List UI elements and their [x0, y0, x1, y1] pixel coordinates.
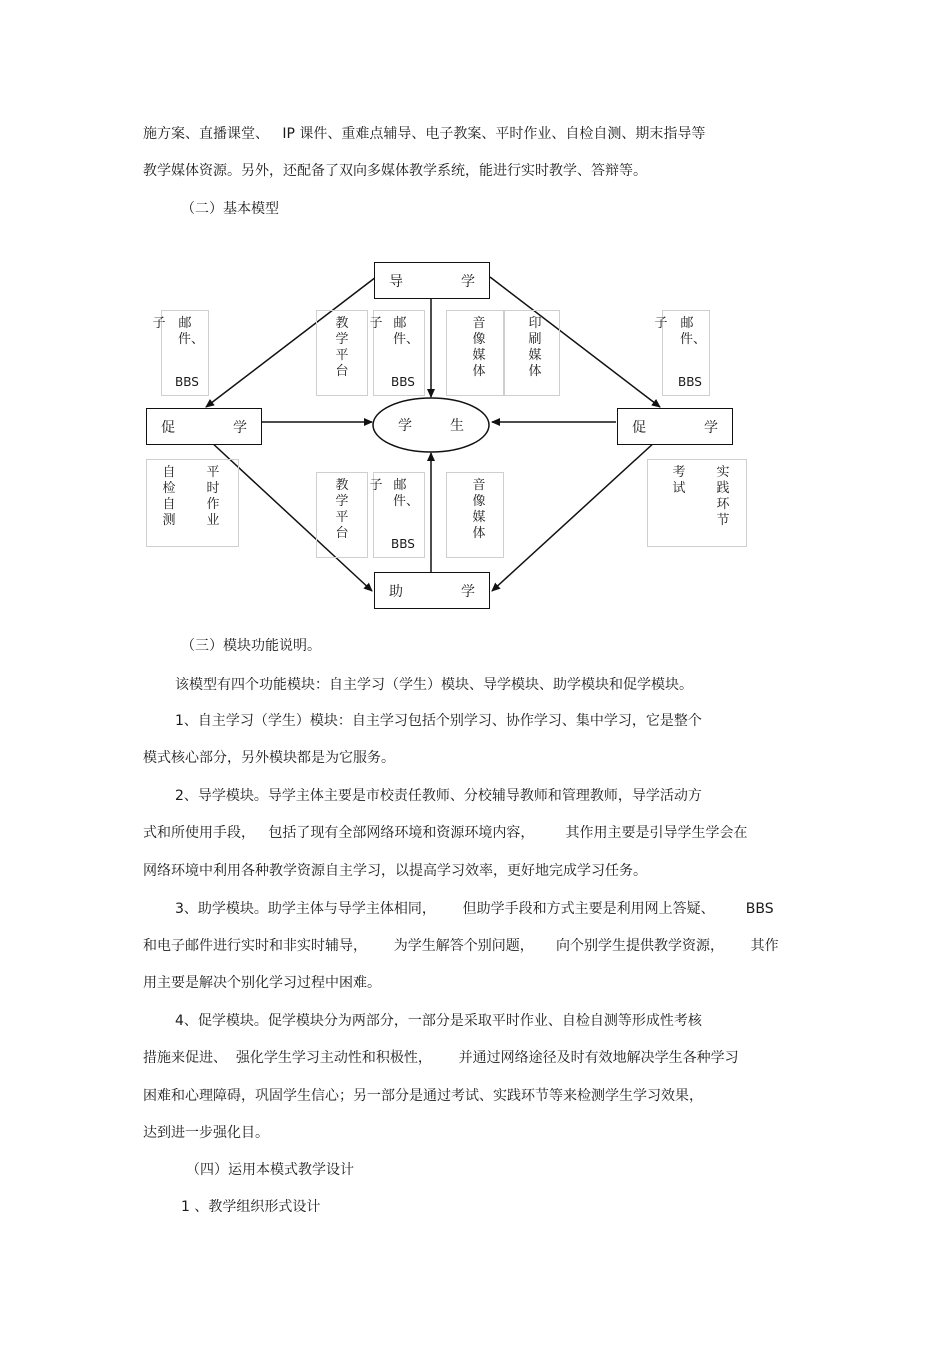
media-label: 邮件、 [393, 478, 420, 509]
media-label: 自检自测 [162, 465, 176, 528]
subsection-heading: 1 、教学组织形式设计 [181, 1199, 321, 1215]
section-heading: （三）模块功能说明。 [181, 638, 321, 654]
section-heading: （四）运用本模式教学设计 [186, 1162, 354, 1178]
media-bbs: BBS [175, 375, 199, 389]
paragraph-line: 教学媒体资源。另外，还配备了双向多媒体教学系统，能进行实时教学、答辩等。 [143, 163, 647, 179]
arrow-right-bottom [492, 441, 656, 591]
media-label: 教学平台 [335, 478, 349, 541]
box-char: 学 [461, 583, 475, 600]
media-label: 邮件、 [393, 316, 420, 347]
media-label: 平时作业 [206, 465, 220, 528]
box-char: 学 [704, 419, 718, 436]
paragraph-line: 模式核心部分，另外模块都是为它服务。 [143, 750, 395, 766]
paragraph-line: 用主要是解决个别化学习过程中困难。 [143, 975, 381, 991]
media-label: 印刷媒体 [528, 316, 542, 379]
box-char: 促 [632, 419, 646, 436]
paragraph-line: 困难和心理障碍，巩固学生信心；另一部分是通过考试、实践环节等来检测学生学习效果， [143, 1088, 703, 1104]
box-char: 导 [389, 273, 403, 290]
media-label: 音像媒体 [472, 478, 486, 541]
box-char: 学 [233, 419, 247, 436]
box-char: 促 [161, 419, 175, 436]
media-bbs: BBS [391, 537, 415, 551]
paragraph-line: 网络环境中利用各种教学资源自主学习，以提高学习效率，更好地完成学习任务。 [143, 863, 647, 879]
basic-model-diagram [140, 255, 760, 615]
media-char: 子 [369, 478, 383, 493]
paragraph-line: 3、助学模块。助学主体与导学主体相同， 但助学手段和方式主要是利用网上答疑、 BBS [175, 901, 774, 917]
media-bbs: BBS [391, 375, 415, 389]
media-char: 子 [654, 316, 668, 331]
promote-learning-box-left [146, 408, 262, 445]
paragraph-line: 式和所使用手段， 包括了现有全部网络环境和资源环境内容， 其作用主要是引导学生学会在 [143, 825, 748, 841]
media-char: 子 [152, 316, 166, 331]
media-label: 邮件、 [680, 316, 707, 347]
center-char-1: 学 [398, 418, 412, 434]
media-bbs: BBS [678, 375, 702, 389]
guide-learning-box [374, 262, 490, 299]
media-exam-practice [647, 459, 747, 547]
paragraph-line: 该模型有四个功能模块：自主学习（学生）模块、导学模块、助学模块和促学模块。 [175, 677, 693, 693]
paragraph-line: 2、导学模块。导学主体主要是市校责任教师、分校辅导教师和管理教师，导学活动方 [175, 788, 702, 804]
media-label: 教学平台 [335, 316, 349, 379]
paragraph-line: 措施来促进、 强化学生学习主动性和积极性， 并通过网络途径及时有效地解决学生各种学习 [143, 1050, 739, 1066]
paragraph-line: 1、自主学习（学生）模块：自主学习包括个别学习、协作学习、集中学习，它是整个 [175, 713, 702, 729]
center-label [398, 415, 464, 435]
media-self-check-homework [146, 459, 239, 547]
section-heading: （二）基本模型 [181, 201, 279, 217]
center-char-2: 生 [450, 418, 464, 434]
paragraph-line: 施方案、直播课堂、 IP 课件、重难点辅导、电子教案、平时作业、自检自测、期末指导等 [143, 126, 706, 142]
media-label: 音像媒体 [472, 316, 486, 379]
paragraph-line: 和电子邮件进行实时和非实时辅导， 为学生解答个别问题， 向个别学生提供教学资源， 其作 [143, 938, 779, 954]
media-label: 实践环节 [716, 465, 730, 528]
paragraph-line: 达到进一步强化目。 [143, 1125, 269, 1141]
paragraph-line: 4、促学模块。促学模块分为两部分，一部分是采取平时作业、自检自测等形成性考核 [175, 1013, 702, 1029]
media-char: 子 [369, 316, 383, 331]
media-label: 邮件、 [178, 316, 205, 347]
box-char: 学 [461, 273, 475, 290]
media-label: 考试 [672, 465, 686, 496]
promote-learning-box-right [617, 408, 733, 445]
assist-learning-box [374, 572, 490, 609]
box-char: 助 [389, 583, 403, 600]
